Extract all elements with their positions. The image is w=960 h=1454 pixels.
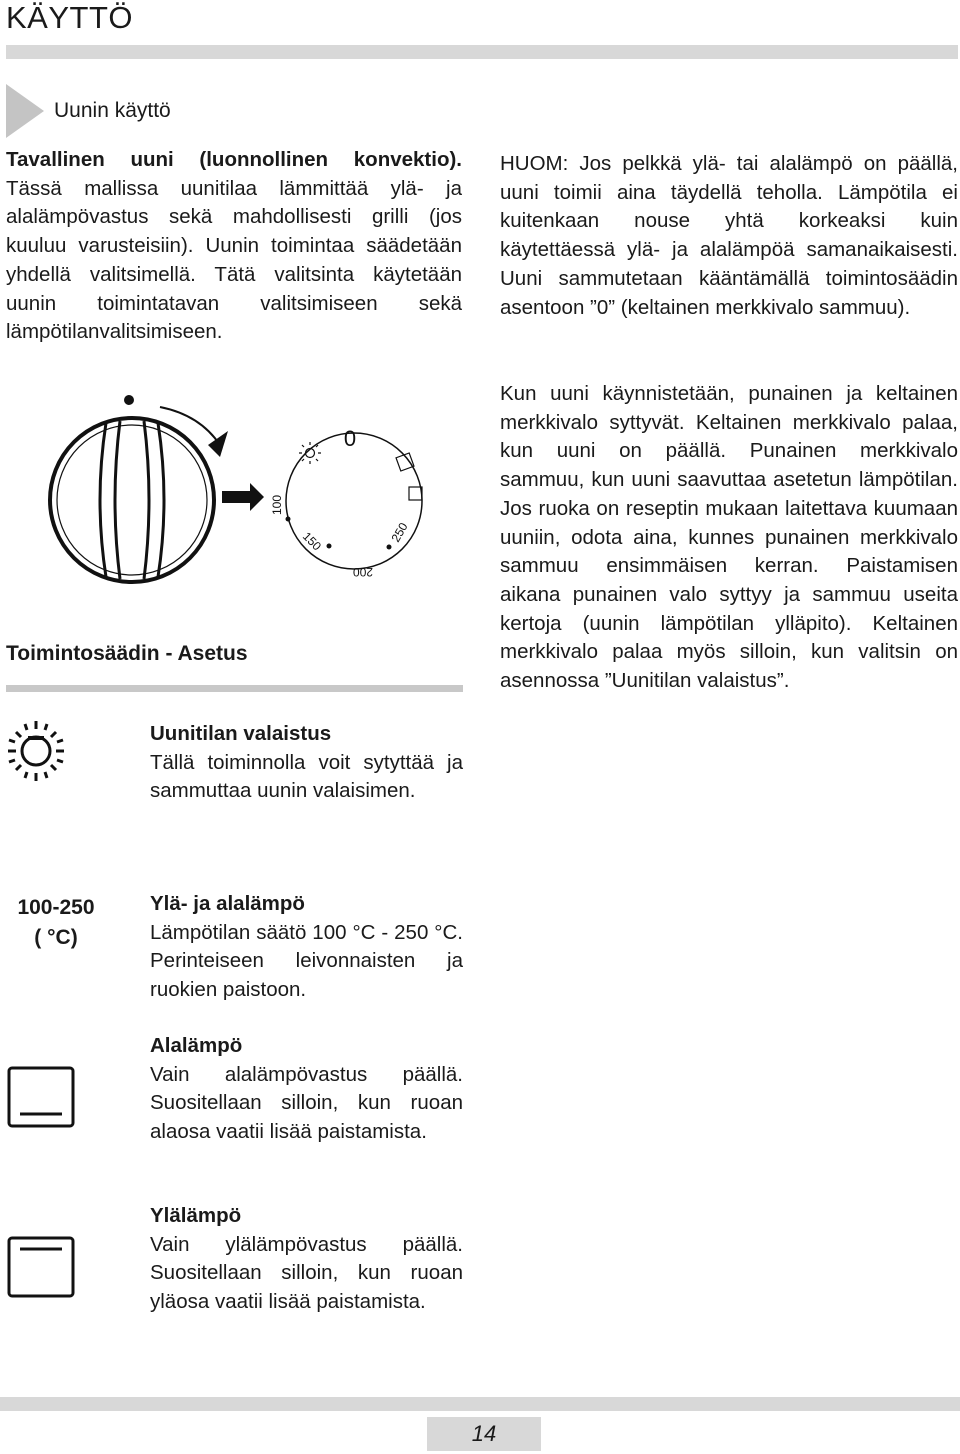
function-light [150,720,463,806]
temperature-range [6,893,106,953]
function-text: Lämpötilan säätö 100 °C - 250 °C. Perinteiseen leivonnaisten ja ruokien paistoon. [150,920,463,1002]
function-title: Ylälämpö [150,1204,242,1227]
right-arrow-icon [250,483,264,511]
function-top-bottom [150,890,463,1005]
page-title: KÄYTTÖ [6,0,134,35]
intro-text: Tässä mallissa uunitilaa lämmittää ylä- ja alalämpövastus sekä mahdollisesti grilli (jos kuuluu varusteisiin). Uunin toimintaa säädetään yhdellä valitsimellä. Tätä valitsinta käytetään uunin toimintatavan valitsimiseen sekä lämpötilanvalitsimiseen. [6,176,462,344]
intro-heading: Tavallinen uuni (luonnollinen konvektio). [6,148,462,171]
function-text: Tällä toiminnolla voit sytyttää ja sammuttaa uunin valaisimen. [150,750,463,803]
function-bottom-heat [150,1032,463,1147]
bottom-heat-icon [6,1065,76,1129]
note-text: HUOM: Jos pelkkä ylä- tai alalämpö on päällä, uuni toimii aina täydellä teholla. Lämpötila ei kuitenkaan nouse yhtä korkeaksi kuin käytettäessä ylä- ja alalämpöä samanaikaisesti. Uuni sammutetaan kääntämällä toimintosäädin asentoon ”0” (keltainen merkkivalo sammuu). [500,152,958,319]
function-top-heat [150,1202,463,1317]
temp-label: 250 [388,520,411,545]
function-title: Ylä- ja alalämpö [150,892,305,915]
temp-label: 100 [270,494,284,515]
function-text: Vain ylälämpövastus päällä. Suositellaan silloin, kun ruoan yläosa vaatii lisää paistamista. [150,1232,463,1314]
temp-label: 150 [299,529,324,554]
indicator-block [500,380,958,696]
function-title: Uunitilan valaistus [150,722,332,745]
intro-block [6,146,462,347]
note-block [500,150,958,322]
light-icon [6,718,66,782]
top-heat-icon [6,1235,76,1299]
range-value: 100-250 [17,896,95,919]
range-unit: ( °C) [34,926,78,949]
dial-zero: 0 [343,426,357,451]
dial-illustration [40,385,470,585]
scale-light-icon [299,442,321,464]
indicator-text: Kun uuni käynnistetään, punainen ja keltainen merkkivalo syttyvät. Keltainen merkkivalo palaa, kun uuni on päällä. Punainen merkkivalo sammuu, kun uuni saavuttaa asetetun lämpötilan. Jos ruoka on reseptin mukaan laitettava kuumaan uuniin, odota aina, kunnes punainen merkkivalo sammuu ensimmäisen kerran. Paistamisen aikana punainen valo syttyy ja sammuu useita kertoja (uunin lämpötilan ylläpito). Keltainen merkkivalo palaa myös silloin, kun valitsin on asennossa ”Uunitilan valaistus”. [500,382,958,693]
scale-top-heat-icon [409,487,422,500]
function-title: Alalämpö [150,1034,243,1057]
section-title: Uunin käyttö [54,99,171,122]
section-arrow-icon [6,84,44,138]
header-rule [6,45,958,59]
footer-rule [0,1397,960,1411]
knob-marker-dot [124,395,134,405]
dial-caption: Toimintosäädin - Asetus [6,642,248,665]
page-number: 14 [427,1417,541,1451]
dial-scale [286,433,422,569]
function-text: Vain alalämpövastus päällä. Suositellaan silloin, kun ruoan alaosa vaatii lisää paistamista. [150,1062,463,1144]
knob-outer [50,418,214,582]
caption-rule [6,685,463,692]
temp-label: 200 [352,565,373,579]
